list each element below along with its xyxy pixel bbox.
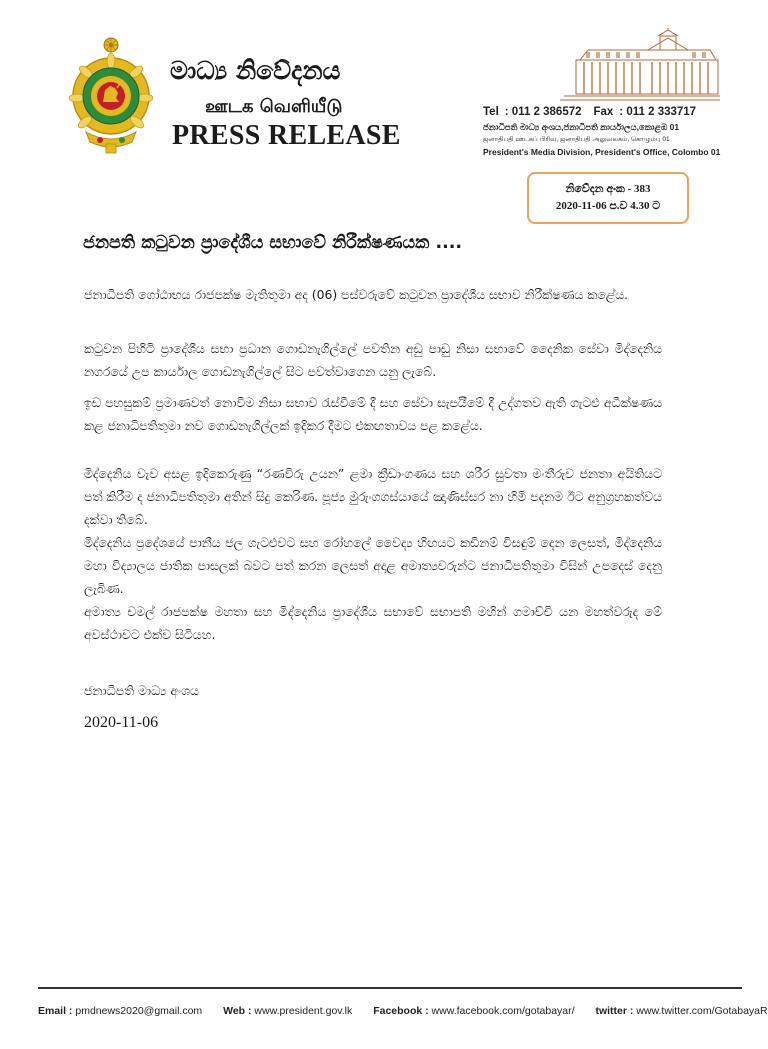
release-reference-box: [527, 172, 689, 224]
fax-label: Fax: [593, 106, 614, 118]
email-link[interactable]: pmdnews2020@gmail.com: [75, 1005, 203, 1017]
paragraph: අමාත්‍ය චමල් රාජපක්ෂ මහතා සහ මිද්දෙනිය ප්‍රාදේශීය සභාවේ සභාපති මහින් ගමාච්චි යන මහත්වරුද මේ අවස්ථාවට එක්ව සිටියහ.: [84, 604, 662, 642]
address-sinhala: ජනාධිපති මාධ්‍ය අංශය,ජනාධිපති කාර්යාලය,කොළඹ 01: [483, 122, 680, 132]
release-heading: ජනපති කටුවන ප්‍රාදේශීය සභාවේ නිරීක්ෂණයක ....: [83, 233, 463, 253]
paragraph: ඉඩ පහසුකම් ප්‍රමාණවත් නොවීම නිසා සභාව රැස්වීමේ දී සහ සේවා සැපයීමේ දී උද්ගතව ඇති ගැටළු අධීක්ෂණය කළ ජනාධිපතිතුමා නව ගොඩනැගිල්ලක් ඉදිකර දීමට එකඟතාවය පළ කළේය.: [84, 395, 662, 433]
release-number: නිවේදන අංක - 383: [565, 183, 651, 195]
title-sinhala: මාධ්‍ය නිවේදනය: [170, 56, 341, 85]
release-date: 2020-11-06: [84, 714, 159, 731]
web-label: Web :: [223, 1005, 252, 1017]
presidential-secretariat-building-icon: [560, 30, 720, 102]
email-label: Email :: [38, 1005, 73, 1017]
signature: ජනාධිපති මාධ්‍ය අංශය: [84, 683, 199, 698]
facebook-label: Facebook :: [373, 1005, 429, 1017]
tel-label: Tel: [483, 106, 499, 118]
paragraph: මිද්දෙනිය ප්‍රදේශයේ පානීය ජල ගැටළුවට සහ රෝහලේ වෛද්‍ය හිඟයට කඩිනම් විසඳුම් දෙන ලෙසත්, මිද්දෙනිය මහා විද්‍යාලය ජාතික පාසලක් බවට පත් කරන ලෙසත් අදාළ අමාත්‍යවරුන්ට ජනාධිපතිතුමා විසින් උපදෙස් දෙනු ලැබිණ.: [84, 535, 662, 596]
release-datetime: 2020-11-06 ප.ව 4.30 ට: [555, 200, 661, 212]
facebook-link[interactable]: www.facebook.com/gotabayar/: [431, 1005, 575, 1017]
twitter-link[interactable]: www.twitter.com/GotabayaR: [636, 1005, 768, 1017]
paragraph: ජනාධිපති ගෝඨාභය රාජපක්ෂ මැතිතුමා අද (06) පස්වරුවේ කටුවන ප්‍රාදේශීය සභාව නිරීක්ෂණය කළේය.: [84, 287, 629, 302]
web-link[interactable]: www.president.gov.lk: [254, 1005, 353, 1017]
fax-value: : 011 2 333717: [619, 106, 697, 118]
title-tamil: ஊடக வெளியீடு: [205, 96, 343, 117]
twitter-label: twitter :: [595, 1005, 634, 1017]
paragraph: කටුවන පිහිටි ප්‍රාදේශීය සභා ප්‍රධාන ගොඩනැගිල්ලේ පවතින අඩු පාඩු නිසා සභාවේ දෛනික සේවා මිද්දෙනිය නගරයේ උප කාර්යාල ගොඩනැගිල්ලේ සිට පවත්වාගෙන යනු ලැබේ.: [84, 341, 662, 379]
tel-value: : 011 2 386572: [504, 106, 582, 118]
address-tamil: ஜனாதிபதி ஊடகப் பிரிவு, ஜனாதிபதி அலுவலகம், கொழும்பு 01: [483, 136, 670, 143]
footer-divider: [38, 987, 742, 989]
paragraph: මිද්දෙනිය වැව අසළ ඉදිකෙරුණු “රණවිරු උයන” ළමා ක්‍රීඩාංගණය සහ ශරීර සුවතා මංතීරුව ජනතා අයිතියට පත් කිරීම ද ජනාධිපතිතුමා අතින් සිදු කෙරිණ. පූජ්‍ය මුරුංගගස්යායේ ඤාණිස්සර නා හිමි පදනම ඊට අනුග්‍රහකත්වය දක්වා තිබේ.: [84, 466, 662, 527]
address-english: President's Media Division, President's Office, Colombo 01: [483, 147, 721, 157]
phone-fax-line: [483, 106, 723, 118]
footer-contacts: [38, 1005, 768, 1017]
contact-block: [483, 106, 723, 157]
sri-lanka-emblem-icon: [70, 36, 152, 156]
title-english: PRESS RELEASE: [172, 120, 401, 151]
